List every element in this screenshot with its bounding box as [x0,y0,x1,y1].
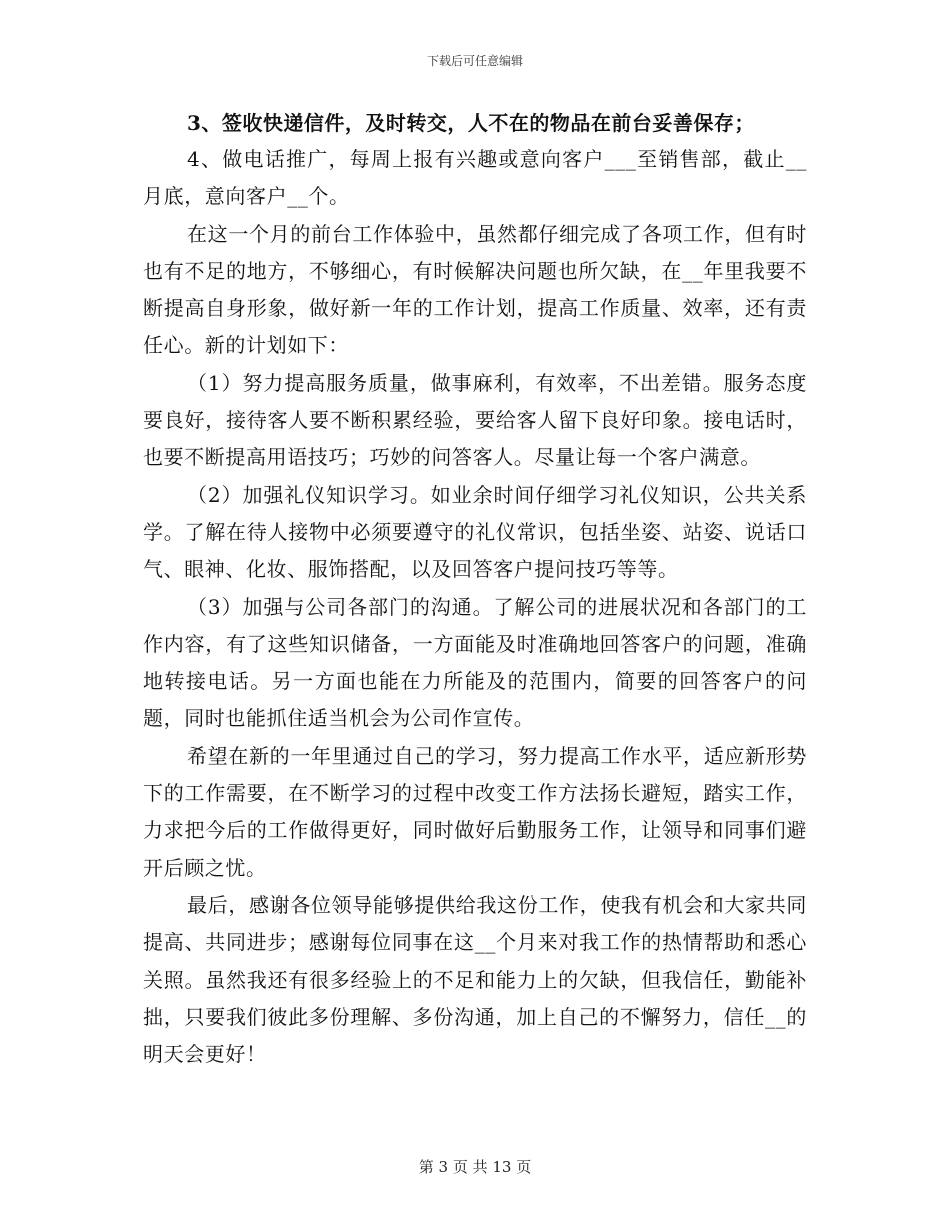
paragraph-plan-communication: （3）加强与公司各部门的沟通。了解公司的进展状况和各部门的工作内容，有了这些知识储备，一方面能及时准确地回答客户的问题，准确地转接电话。另一方面也能在力所能及的范围内，简要的回答客户的问题，同时也能抓住适当机会为公司作宣传。 [143,594,807,731]
paragraph-phone-promotion: 4、做电话推广，每周上报有兴趣或意向客户___至销售部，截止__月底，意向客户__个。 [143,147,807,209]
paragraph-plan-service-quality: （1）努力提高服务质量，做事麻利，有效率，不出差错。服务态度要良好，接待客人要不断积累经验，要给客人留下良好印象。接电话时，也要不断提高用语技巧；巧妙的问答客人。尽量让每一个客户满意。 [143,370,807,470]
paragraph-thanks: 最后，感谢各位领导能够提供给我这份工作，使我有机会和大家共同提高、共同进步；感谢每位同事在这__个月来对我工作的热情帮助和悉心关照。虽然我还有很多经验上的不足和能力上的欠缺，但我信任，勤能补拙，只要我们彼此多份理解、多份沟通，加上自己的不懈努力，信任__的明天会更好！ [143,892,807,1067]
page-header: 下载后可任意编辑 [426,54,523,68]
section-heading: 3、签收快递信件，及时转交，人不在的物品在前台妥善保存； [187,111,755,135]
paragraph-hopes: 希望在新的一年里通过自己的学习，努力提高工作水平，适应新形势下的工作需要，在不断学习的过程中改变工作方法扬长避短，踏实工作，力求把今后的工作做得更好，同时做好后勤服务工作，让领导和同事们避开后顾之忧。 [143,743,807,880]
document-body [143,107,807,1073]
paragraph-work-reflection: 在这一个月的前台工作体验中，虽然都仔细完成了各项工作，但有时也有不足的地方，不够细心，有时候解决问题也所欠缺，在__年里我要不断提高自身形象，做好新一年的工作计划，提高工作质量、效率，还有责任心。新的计划如下： [143,221,807,358]
paragraph-plan-etiquette: （2）加强礼仪知识学习。如业余时间仔细学习礼仪知识，公共关系学。了解在待人接物中必须要遵守的礼仪常识，包括坐姿、站姿、说话口气、眼神、化妆、服饰搭配，以及回答客户提问技巧等等。 [143,482,807,582]
page-number: 第 3 页 共 13 页 [418,1158,532,1176]
